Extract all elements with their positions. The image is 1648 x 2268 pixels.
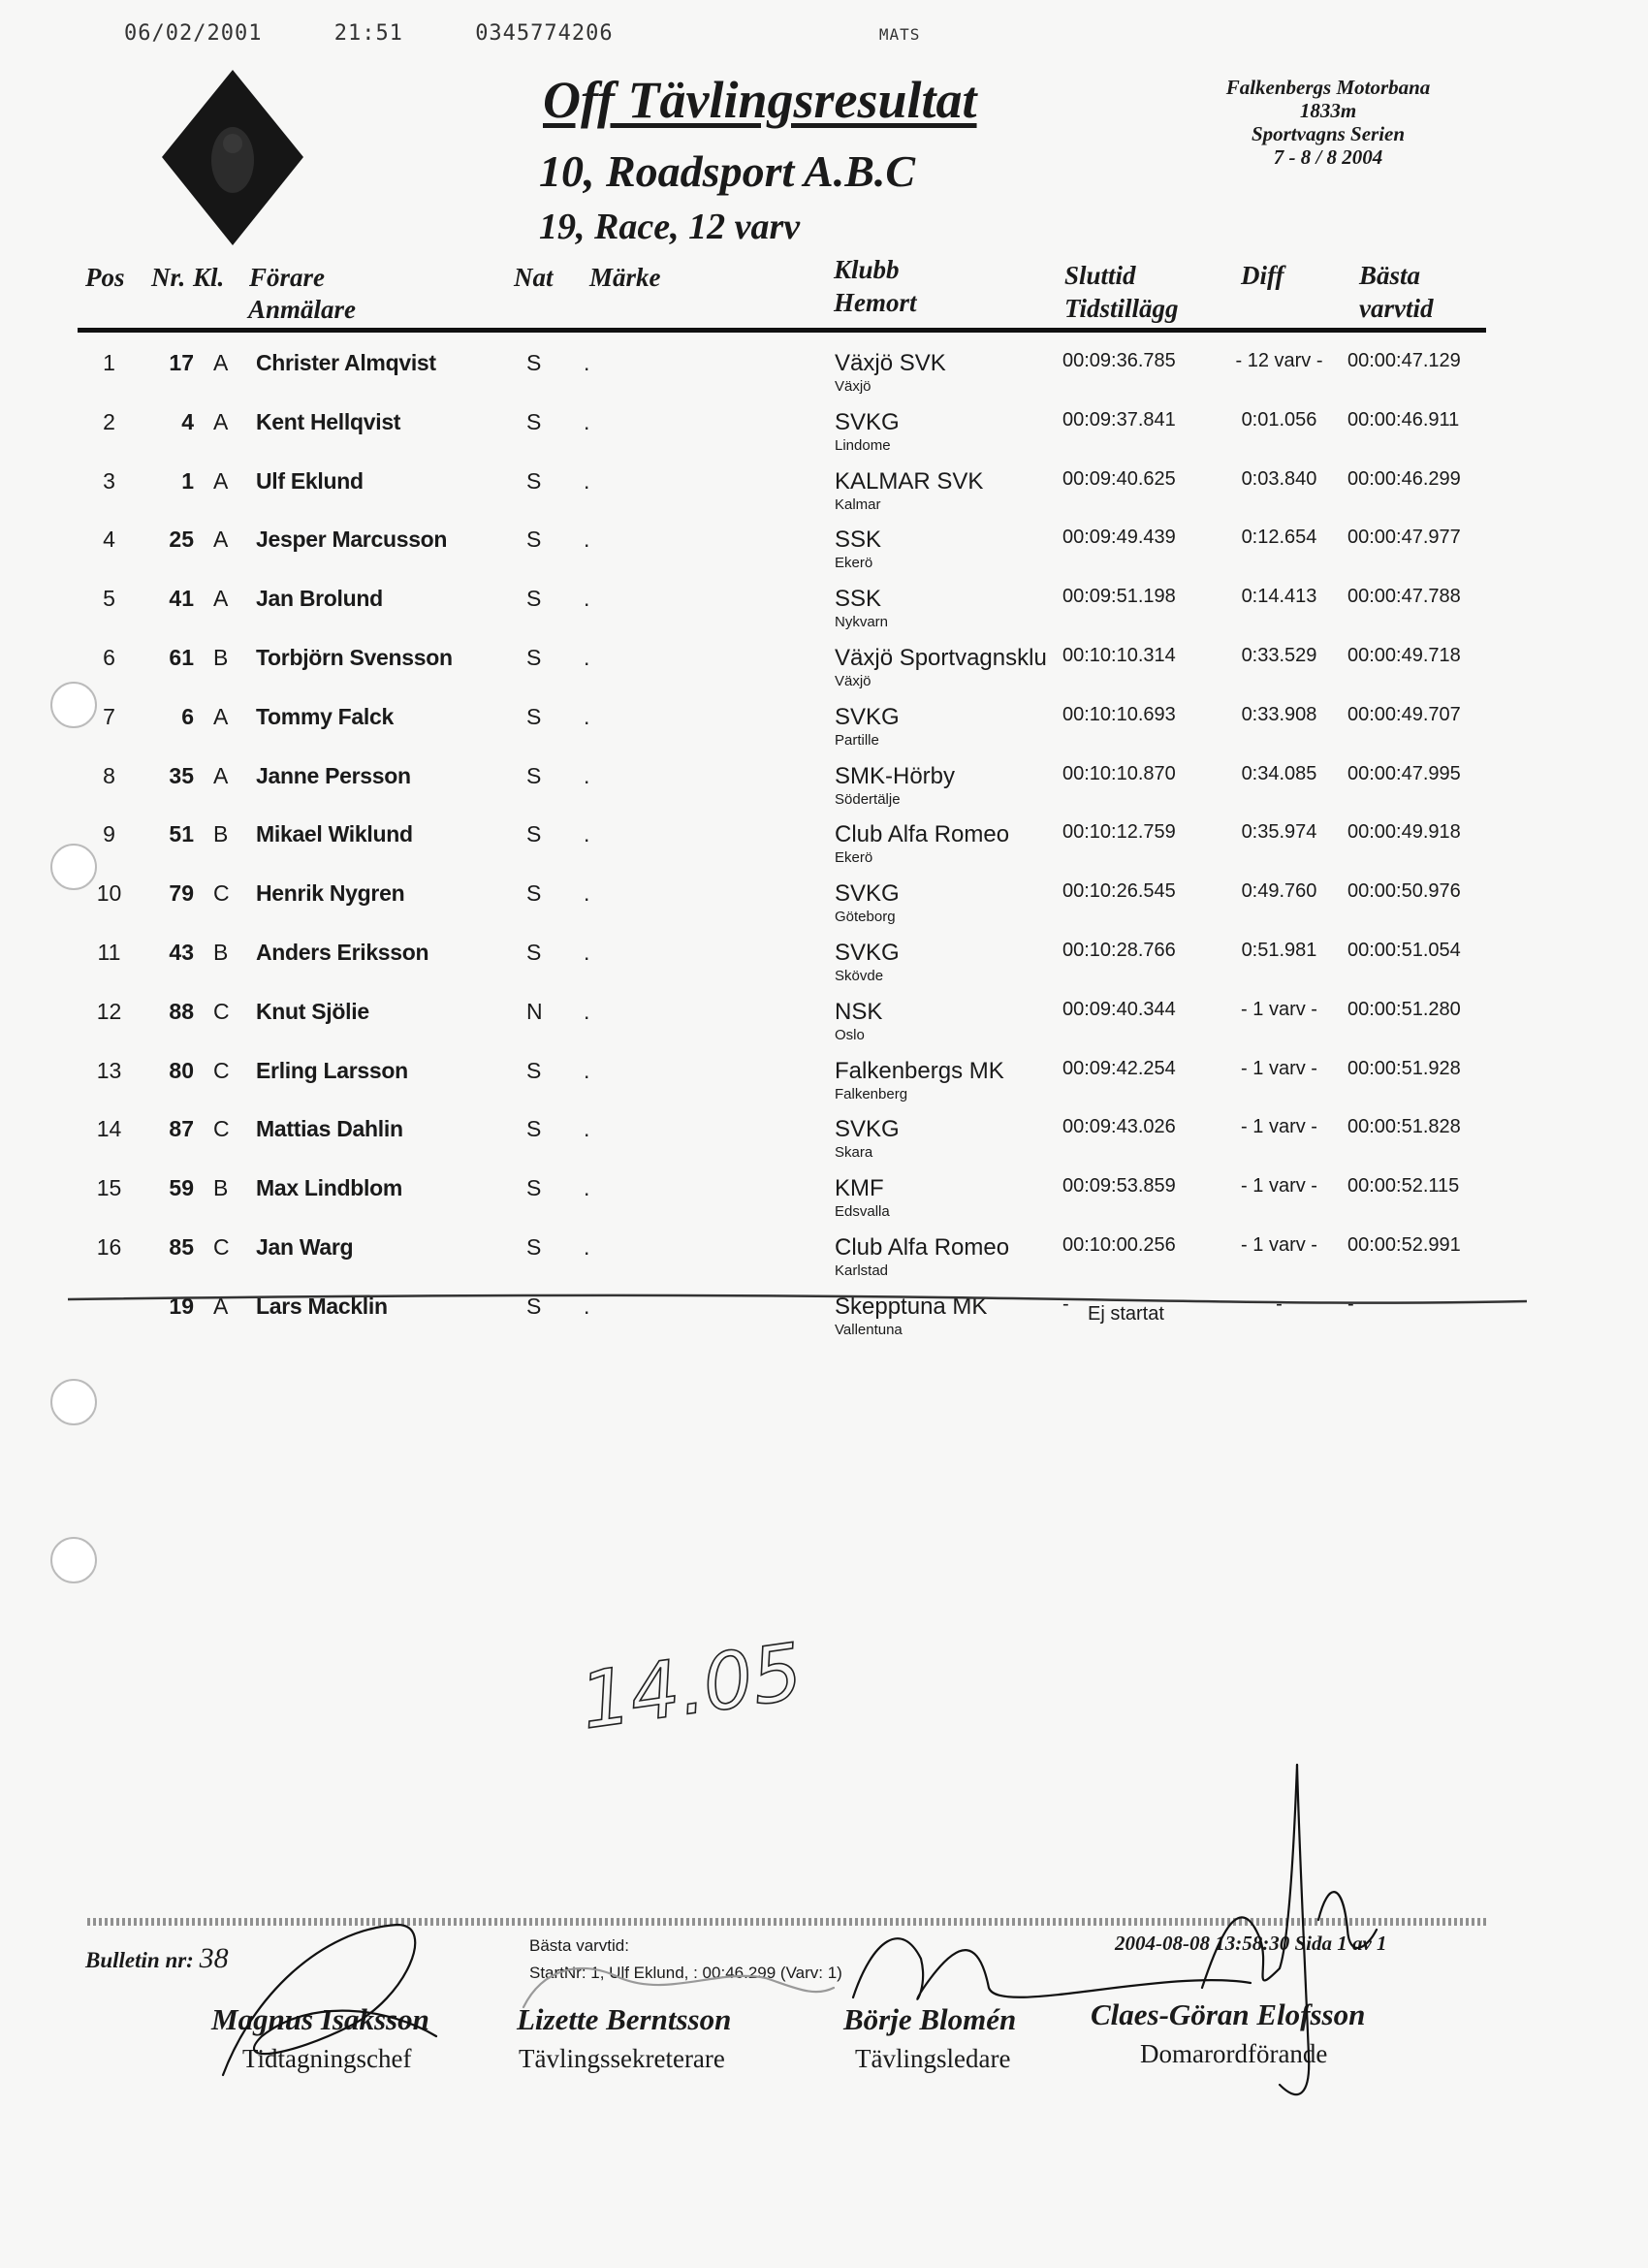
best-lap: 00:00:47.129	[1347, 350, 1461, 371]
class: C	[213, 1116, 230, 1142]
finish-time: 00:10:12.759	[1062, 821, 1176, 844]
venue-length: 1833m	[1299, 99, 1357, 122]
make: .	[584, 821, 590, 847]
best-lap: 00:00:46.911	[1347, 408, 1460, 431]
diff: 0:33.908	[1241, 703, 1317, 725]
driver-name: Erling Larsson	[256, 1057, 408, 1083]
diff: 0:35.974	[1241, 821, 1317, 844]
class: B	[213, 1175, 229, 1201]
best-lap: 00:00:51.928	[1347, 1057, 1461, 1079]
club: SVKG	[835, 880, 900, 908]
start-number: 80	[169, 1057, 194, 1083]
result-row-4	[0, 516, 1648, 574]
organization-logo	[160, 68, 305, 247]
best-lap: 00:00:47.977	[1347, 527, 1461, 549]
pos: 10	[96, 880, 122, 907]
class: A	[213, 408, 229, 434]
make: .	[584, 762, 590, 788]
nationality: S	[526, 1116, 542, 1142]
result-row-3	[0, 458, 1648, 516]
start-number: 61	[169, 645, 194, 670]
hometown: Edsvalla	[835, 1203, 890, 1221]
best-lap-label: Bästa varvtid:	[529, 1936, 629, 1955]
col-kl: Kl.	[193, 263, 225, 292]
diff: - 1 varv -	[1241, 1234, 1317, 1256]
best-lap: 00:00:47.995	[1347, 762, 1461, 784]
start-number: 17	[169, 350, 194, 375]
result-row-5	[0, 575, 1648, 633]
driver-name: Torbjörn Svensson	[256, 645, 453, 670]
start-number: 88	[169, 998, 194, 1024]
nationality: S	[526, 527, 542, 553]
driver-name: Henrik Nygren	[256, 880, 405, 907]
diff: - 1 varv -	[1241, 1116, 1317, 1138]
best-lap: 00:00:52.115	[1347, 1175, 1460, 1198]
nationality: S	[526, 586, 542, 612]
nationality: S	[526, 762, 542, 788]
best-lap: 00:00:51.280	[1347, 998, 1461, 1020]
start-number: 87	[169, 1116, 194, 1142]
handwritten-note-text: 14.05	[575, 1626, 808, 1747]
handwritten-note	[575, 1626, 808, 1747]
result-row-2	[0, 399, 1648, 457]
make: .	[584, 1234, 590, 1260]
driver-name: Mikael Wiklund	[256, 821, 413, 847]
col-entrant: Anmälare	[248, 295, 357, 324]
best-lap: 00:00:50.976	[1347, 880, 1461, 903]
class: A	[213, 467, 229, 494]
start-number: 79	[169, 880, 194, 907]
hometown: Växjö	[835, 378, 872, 395]
signature-role: Tävlingssekreterare	[519, 2044, 725, 2073]
result-row-6	[0, 634, 1648, 692]
class: A	[213, 703, 229, 729]
class-subtitle: 10, Roadsport A.B.C	[539, 146, 916, 196]
make: .	[584, 1116, 590, 1142]
club: SVKG	[835, 703, 900, 730]
club: SSK	[835, 586, 882, 613]
make: .	[584, 645, 590, 670]
start-number: 19	[169, 1293, 194, 1319]
finish-time: 00:09:36.785	[1062, 350, 1176, 371]
diff: 0:12.654	[1241, 527, 1317, 549]
hometown: Göteborg	[835, 909, 896, 926]
nationality: S	[526, 350, 542, 375]
nationality: S	[526, 1293, 542, 1319]
start-number: 1	[181, 467, 194, 494]
club: Club Alfa Romeo	[835, 821, 1010, 848]
hometown: Vallentuna	[835, 1321, 903, 1338]
fax-header	[124, 21, 978, 46]
diff: 0:34.085	[1241, 762, 1317, 784]
venue-series: Sportvagns Serien	[1251, 122, 1406, 145]
result-row-10	[0, 870, 1648, 928]
finish-time: 00:09:49.439	[1062, 527, 1176, 549]
pos: 6	[103, 645, 115, 670]
nationality: S	[526, 940, 542, 965]
class: C	[213, 1057, 230, 1083]
col-finish: Sluttid	[1064, 261, 1136, 290]
result-row-16	[0, 1224, 1648, 1282]
finish-time: 00:09:53.859	[1062, 1175, 1176, 1198]
page-title: Off Tävlingsresultat	[543, 71, 977, 129]
best-lap: 00:00:49.718	[1347, 645, 1461, 666]
pos: 8	[103, 762, 115, 788]
pos: 2	[103, 408, 115, 434]
class: B	[213, 940, 229, 965]
start-number: 59	[169, 1175, 194, 1201]
club: Falkenbergs MK	[835, 1057, 1004, 1084]
hometown: Lindome	[835, 436, 891, 454]
finish-time: 00:09:37.841	[1062, 408, 1176, 431]
signature-name: Börje Blomén	[843, 2002, 1017, 2036]
result-row-14	[0, 1105, 1648, 1164]
signature-name: Lizette Berntsson	[517, 2002, 732, 2036]
binder-hole	[50, 682, 97, 728]
class: A	[213, 1293, 229, 1319]
nationality: S	[526, 821, 542, 847]
col-nr: Nr.	[151, 263, 186, 292]
driver-name: Kent Hellqvist	[256, 408, 401, 434]
best-lap: 00:00:51.054	[1347, 940, 1461, 961]
class: B	[213, 645, 229, 670]
col-pos: Pos	[85, 263, 125, 292]
finish-time: -	[1062, 1293, 1069, 1315]
pos: 15	[96, 1175, 122, 1201]
class: C	[213, 1234, 230, 1260]
class: C	[213, 998, 230, 1024]
class: A	[213, 350, 229, 375]
pos: 4	[103, 527, 115, 553]
diff: - 1 varv -	[1241, 1175, 1317, 1198]
start-number: 51	[169, 821, 194, 847]
nationality: N	[526, 998, 543, 1024]
best-lap: -	[1347, 1293, 1354, 1315]
make: .	[584, 703, 590, 729]
best-lap-value: StartNr: 1, Ulf Eklund, : 00:46.299 (Varv: 1)	[529, 1964, 842, 1982]
driver-name: Anders Eriksson	[256, 940, 429, 965]
nationality: S	[526, 645, 542, 670]
pos: 16	[96, 1234, 122, 1260]
venue-name: Falkenbergs Motorbana	[1225, 76, 1431, 99]
diff: 0:14.413	[1241, 586, 1317, 608]
result-row-13	[0, 1047, 1648, 1105]
pos: 9	[103, 821, 115, 847]
col-hometown: Hemort	[834, 288, 917, 317]
hometown: Falkenberg	[835, 1085, 908, 1102]
club: SVKG	[835, 940, 900, 966]
diff: 0:51.981	[1241, 940, 1317, 961]
club: Växjö Sportvagnsklu	[835, 645, 1047, 671]
driver-name: Ulf Eklund	[256, 467, 364, 494]
hometown: Partille	[835, 731, 879, 749]
best-lap: 00:00:47.788	[1347, 586, 1461, 608]
binder-hole	[50, 1537, 97, 1583]
fax-number: 0345774206	[475, 21, 614, 46]
hometown: Oslo	[835, 1026, 865, 1043]
best-lap: 00:00:49.918	[1347, 821, 1461, 844]
pos: 11	[97, 940, 121, 965]
hometown: Skövde	[835, 968, 884, 984]
make: .	[584, 350, 590, 375]
hometown: Södertälje	[835, 790, 901, 808]
strike-through-line	[68, 1286, 1527, 1315]
signature-name: Claes-Göran Elofsson	[1091, 1997, 1366, 2031]
best-lap: 00:00:49.707	[1347, 703, 1461, 725]
start-number: 4	[181, 408, 194, 434]
result-row-8	[0, 752, 1648, 811]
diff: 0:33.529	[1241, 645, 1317, 666]
nationality: S	[526, 1057, 542, 1083]
nationality: S	[526, 408, 542, 434]
diff: 0:01.056	[1241, 408, 1317, 431]
result-row-7	[0, 693, 1648, 751]
finish-time: 00:10:26.545	[1062, 880, 1176, 903]
col-best-1: Bästa	[1359, 261, 1421, 290]
result-row-1	[0, 339, 1648, 398]
col-driver: Förare	[249, 263, 326, 292]
make: .	[584, 586, 590, 612]
club: KMF	[835, 1175, 884, 1202]
col-diff: Diff	[1241, 261, 1284, 290]
start-number: 85	[169, 1234, 194, 1260]
diff: 0:03.840	[1241, 467, 1317, 490]
fax-sender: MATS	[878, 25, 921, 44]
club: KALMAR SVK	[835, 467, 984, 495]
diff: - 1 varv -	[1241, 1057, 1317, 1079]
result-row-11	[0, 929, 1648, 987]
club: Skepptuna MK	[835, 1293, 988, 1320]
finish-time: 00:10:00.256	[1062, 1234, 1176, 1256]
pos: 12	[96, 998, 122, 1024]
signature-role: Tävlingsledare	[855, 2044, 1011, 2073]
finish-time: 00:10:10.314	[1062, 645, 1176, 666]
signature-role: Tidtagningschef	[242, 2044, 412, 2073]
dns-note: Ej startat	[1088, 1303, 1164, 1325]
print-timestamp: 2004-08-08 13:58:30 Sida 1 av 1	[1115, 1932, 1387, 1955]
start-number: 6	[181, 703, 194, 729]
hometown: Ekerö	[835, 849, 873, 867]
finish-time: 00:09:42.254	[1062, 1057, 1176, 1079]
nationality: S	[526, 467, 542, 494]
club: NSK	[835, 998, 883, 1025]
fax-date: 06/02/2001	[124, 21, 263, 46]
pos: 7	[103, 703, 115, 729]
start-number: 43	[169, 940, 194, 965]
hometown: Nykvarn	[835, 614, 889, 631]
make: .	[584, 467, 590, 494]
diff: -	[1276, 1293, 1283, 1315]
hometown: Karlstad	[835, 1262, 889, 1279]
best-lap: 00:00:51.828	[1347, 1116, 1461, 1138]
finish-time: 00:09:40.625	[1062, 467, 1176, 490]
pos: 13	[96, 1057, 122, 1083]
make: .	[584, 408, 590, 434]
col-best-2: varvtid	[1359, 294, 1434, 323]
class: A	[213, 762, 229, 788]
signature-role: Domarordförande	[1140, 2039, 1328, 2068]
start-number: 25	[169, 527, 194, 553]
signature-name: Magnus Isaksson	[211, 2002, 429, 2036]
venue-dates: 7 - 8 / 8 2004	[1273, 145, 1383, 169]
bulletin-number	[85, 1942, 229, 1975]
footer-dotted-rule	[87, 1918, 1489, 1926]
driver-name: Jan Brolund	[256, 586, 383, 612]
driver-name: Janne Persson	[256, 762, 411, 788]
driver-name: Christer Almqvist	[256, 350, 436, 375]
make: .	[584, 880, 590, 907]
club: SVKG	[835, 1116, 900, 1143]
hometown: Växjö	[835, 673, 872, 689]
nationality: S	[526, 703, 542, 729]
nationality: S	[526, 1175, 542, 1201]
bulletin-value: 38	[199, 1942, 229, 1974]
col-club: Klubb	[834, 255, 900, 284]
make: .	[584, 940, 590, 965]
finish-time: 00:09:51.198	[1062, 586, 1176, 608]
hometown: Skara	[835, 1144, 873, 1162]
col-nat: Nat	[514, 263, 554, 292]
finish-time: 00:10:10.693	[1062, 703, 1176, 725]
make: .	[584, 1057, 590, 1083]
driver-name: Jesper Marcusson	[256, 527, 448, 553]
binder-hole	[50, 1379, 97, 1425]
make: .	[584, 1175, 590, 1201]
driver-name: Knut Sjölie	[256, 998, 369, 1024]
driver-name: Tommy Falck	[256, 703, 394, 729]
class: C	[213, 880, 230, 907]
driver-name: Lars Macklin	[256, 1293, 388, 1319]
class: A	[213, 527, 229, 553]
col-time-added: Tidstillägg	[1064, 294, 1179, 323]
nationality: S	[526, 880, 542, 907]
pos: 5	[103, 586, 115, 612]
hometown: Ekerö	[835, 555, 873, 572]
best-lap: 00:00:52.991	[1347, 1234, 1461, 1256]
club: Club Alfa Romeo	[835, 1234, 1010, 1261]
col-make: Märke	[589, 263, 661, 292]
fax-time: 21:51	[333, 21, 403, 46]
class: B	[213, 821, 229, 847]
start-number: 41	[169, 586, 194, 612]
finish-time: 00:09:40.344	[1062, 998, 1176, 1020]
make: .	[584, 998, 590, 1024]
driver-name: Jan Warg	[256, 1234, 354, 1260]
nationality: S	[526, 1234, 542, 1260]
result-row-12	[0, 988, 1648, 1046]
start-number: 35	[169, 762, 194, 788]
pos: 3	[103, 467, 115, 494]
make: .	[584, 1293, 590, 1319]
race-subtitle: 19, Race, 12 varv	[539, 207, 801, 247]
club: Växjö SVK	[835, 350, 946, 376]
finish-time: 00:09:43.026	[1062, 1116, 1176, 1138]
result-row-15	[0, 1165, 1648, 1223]
result-row-9	[0, 811, 1648, 869]
make: .	[584, 527, 590, 553]
pos: 14	[96, 1116, 122, 1142]
club: SSK	[835, 527, 882, 554]
diff: - 1 varv -	[1241, 998, 1317, 1020]
diff: 0:49.760	[1241, 880, 1317, 903]
header-rule	[78, 328, 1486, 333]
pos: 1	[103, 350, 115, 375]
bulletin-label: Bulletin nr:	[85, 1948, 194, 1972]
finish-time: 00:10:28.766	[1062, 940, 1176, 961]
finish-time: 00:10:10.870	[1062, 762, 1176, 784]
club: SVKG	[835, 408, 900, 435]
binder-hole	[50, 844, 97, 890]
hometown: Kalmar	[835, 495, 881, 513]
diff: - 12 varv -	[1235, 350, 1323, 371]
driver-name: Mattias Dahlin	[256, 1116, 403, 1142]
venue-info	[1178, 76, 1478, 169]
best-lap: 00:00:46.299	[1347, 467, 1461, 490]
club: SMK-Hörby	[835, 762, 956, 789]
class: A	[213, 586, 229, 612]
driver-name: Max Lindblom	[256, 1175, 403, 1201]
